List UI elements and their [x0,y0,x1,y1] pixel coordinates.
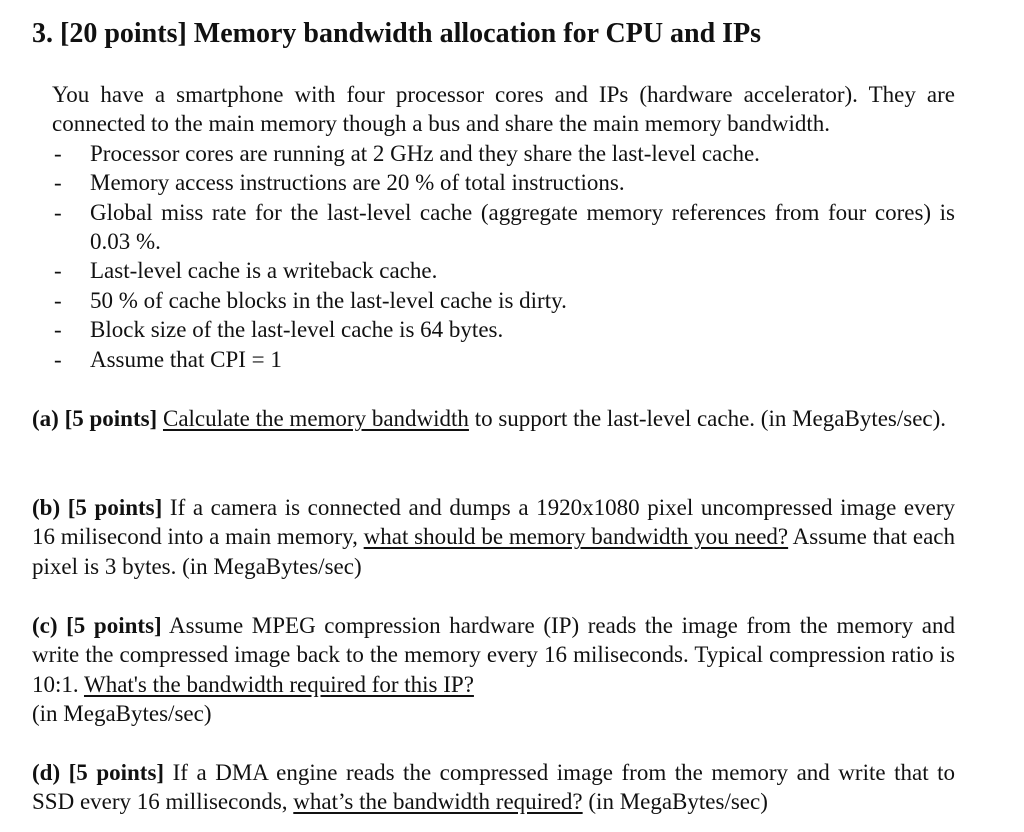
question-b [32,493,955,581]
bullet-dash: - [54,170,62,196]
bullet-dash: - [54,140,62,166]
question-d-label: (d) [5 points] [32,760,165,785]
question-a-emphasis: Calculate the memory bandwidth [162,406,469,431]
assumption-item [52,168,955,197]
question-c-pre: Assume MPEG compression hardware (IP) reads the image from the memory and write the compressed image back to the memory every 16 miliseconds. Typical compression ratio is 10:1. [32,613,955,697]
bullet-dash: - [54,317,62,343]
bullet-dash: - [54,287,62,313]
bullet-dash: - [54,258,62,284]
question-b-emphasis: what should be memory bandwidth you need? [363,524,789,550]
question-b-post: Assume that each pixel is 3 bytes. (in MegaBytes/sec) [32,524,955,579]
assumption-text: Last-level cache is a writeback cache. [90,258,438,284]
question-a-label: (a) [5 points] [32,406,158,431]
assumption-item [52,198,955,257]
question-c-emphasis: What's the bandwidth required for this IP? [83,671,474,697]
bullet-dash: - [54,346,62,372]
question-d-emphasis: what’s the bandwidth required? [293,789,583,815]
question-b-pre: If a camera is connected and dumps a 1920x1080 pixel uncompressed image every 16 milisecond into a main memory, [32,495,956,550]
bullet-dash: - [54,199,62,225]
question-c [32,611,955,729]
question-d [32,758,955,817]
assumption-text: Processor cores are running at 2 GHz and they share the last-level cache. [90,140,760,166]
assumption-text: 50 % of cache blocks in the last-level cache is dirty. [90,287,567,313]
assumption-item [52,345,955,374]
question-d-pre: If a DMA engine reads the compressed image from the memory and write that to SSD every 16 milliseconds, [32,760,956,815]
question-c-tail: (in MegaBytes/sec) [32,701,212,727]
assumption-item [52,139,955,168]
assumption-text: Global miss rate for the last-level cache (aggregate memory references from four cores) is 0.03 %. [90,199,955,255]
assumption-text: Assume that CPI = 1 [90,346,282,372]
question-d-post: (in MegaBytes/sec) [582,789,768,815]
assumption-item [52,315,955,344]
assumption-text: Block size of the last-level cache is 64 bytes. [90,317,504,343]
problem-title: 3. [20 points] Memory bandwidth allocation for CPU and IPs [32,18,762,49]
problem-intro-text: You have a smartphone with four processor cores and IPs (hardware accelerator). They are connected to the main memory though a bus and share the main memory bandwidth. [52,82,955,137]
assumption-list [52,139,955,374]
assumption-item [52,256,955,285]
question-c-label: (c) [5 points] [32,613,162,638]
question-a-post: to support the last-level cache. (in MegaBytes/sec). [468,406,947,431]
assumption-text: Memory access instructions are 20 % of total instructions. [90,170,625,196]
problem-intro-block [52,80,955,374]
assumption-item [52,286,955,315]
question-b-label: (b) [5 points] [32,495,163,520]
question-a [32,404,955,433]
